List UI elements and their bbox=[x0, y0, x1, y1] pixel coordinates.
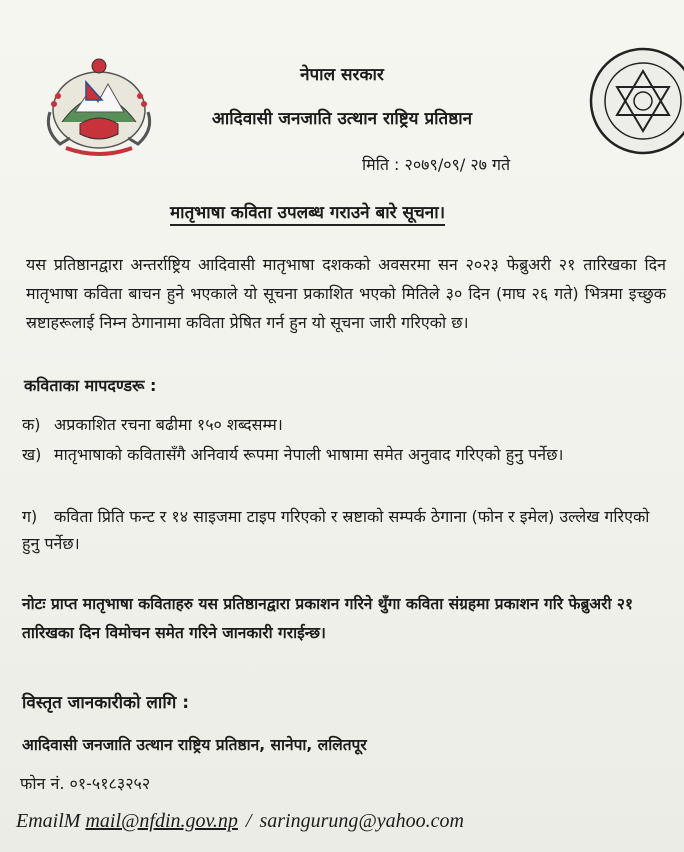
criteria-key: ख) bbox=[22, 445, 42, 464]
criteria-item bbox=[22, 411, 662, 438]
contact-email bbox=[16, 810, 464, 833]
notice-subject: मातृभाषा कविता उपलब्ध गराउने बारे सूचना। bbox=[170, 200, 445, 226]
contact-phone: फोन नं. ०१-५१८३२५२ bbox=[20, 774, 151, 793]
criteria-text: अप्रकाशित रचना बढीमा १५० शब्दसम्म। bbox=[54, 415, 283, 434]
contact-heading: विस्तृत जानकारीको लागि : bbox=[22, 693, 190, 713]
contact-organization: आदिवासी जनजाति उत्थान राष्ट्रिय प्रतिष्ठान, सानेपा, ललितपूर bbox=[22, 736, 367, 754]
criteria-key: क) bbox=[22, 415, 41, 434]
criteria-text: कविता प्रिति फन्ट र १४ साइजमा टाइप गरिएको र स्रष्टाको सम्पर्क ठेगाना (फोन र इमेल) उल्लेख गरिएको हुनु पर्नेछ। bbox=[22, 507, 650, 553]
criteria-heading: कविताका मापदण्डरू : bbox=[24, 376, 157, 395]
government-title: नेपाल सरकार bbox=[300, 65, 384, 85]
email-link-secondary[interactable]: saringurung@yahoo.com bbox=[259, 810, 464, 832]
organization-title: आदिवासी जनजाति उत्थान राष्ट्रिय प्रतिष्ठान bbox=[211, 109, 473, 129]
criteria-key: ग) bbox=[22, 507, 38, 526]
email-link-primary[interactable]: mail@nfdin.gov.np bbox=[85, 810, 238, 832]
notice-body: यस प्रतिष्ठानद्वारा अन्तर्राष्ट्रिय आदिवासी मातृभाषा दशकको अवसरमा सन २०२३ फेब्रुअरी २१ तारिखका दिन मातृभाषा कविता बाचन हुने भएकाले यो सूचना प्रकाशित भएको मितिले ३० दिन (माघ २६ गते) भित्रमा इच्छुक स्रष्टाहरूलाई निम्न ठेगानामा कविता प्रेषित गर्न हुन यो सूचना जारी गरिएको छ। bbox=[26, 255, 666, 332]
notice-note: नोटः प्राप्त मातृभाषा कविताहरु यस प्रतिष्ठानद्वारा प्रकाशन गरिने थुँगा कविता संग्रहमा प्रकाशन गरि फेब्रुअरी २१ तारिखका दिन विमोचन समेत गरिने जानकारी गराईन्छ। bbox=[22, 595, 634, 642]
criteria-item bbox=[22, 503, 662, 557]
email-separator: / bbox=[245, 810, 252, 832]
notice-date: मिति : २०७९/०९/ २७ गते bbox=[362, 155, 511, 174]
email-label: EmailM bbox=[16, 810, 81, 832]
criteria-text: मातृभाषाको कवितासँगै अनिवार्य रूपमा नेपाली भाषामा समेत अनुवाद गरिएको हुनु पर्नेछ। bbox=[54, 445, 564, 464]
criteria-item bbox=[22, 441, 662, 468]
